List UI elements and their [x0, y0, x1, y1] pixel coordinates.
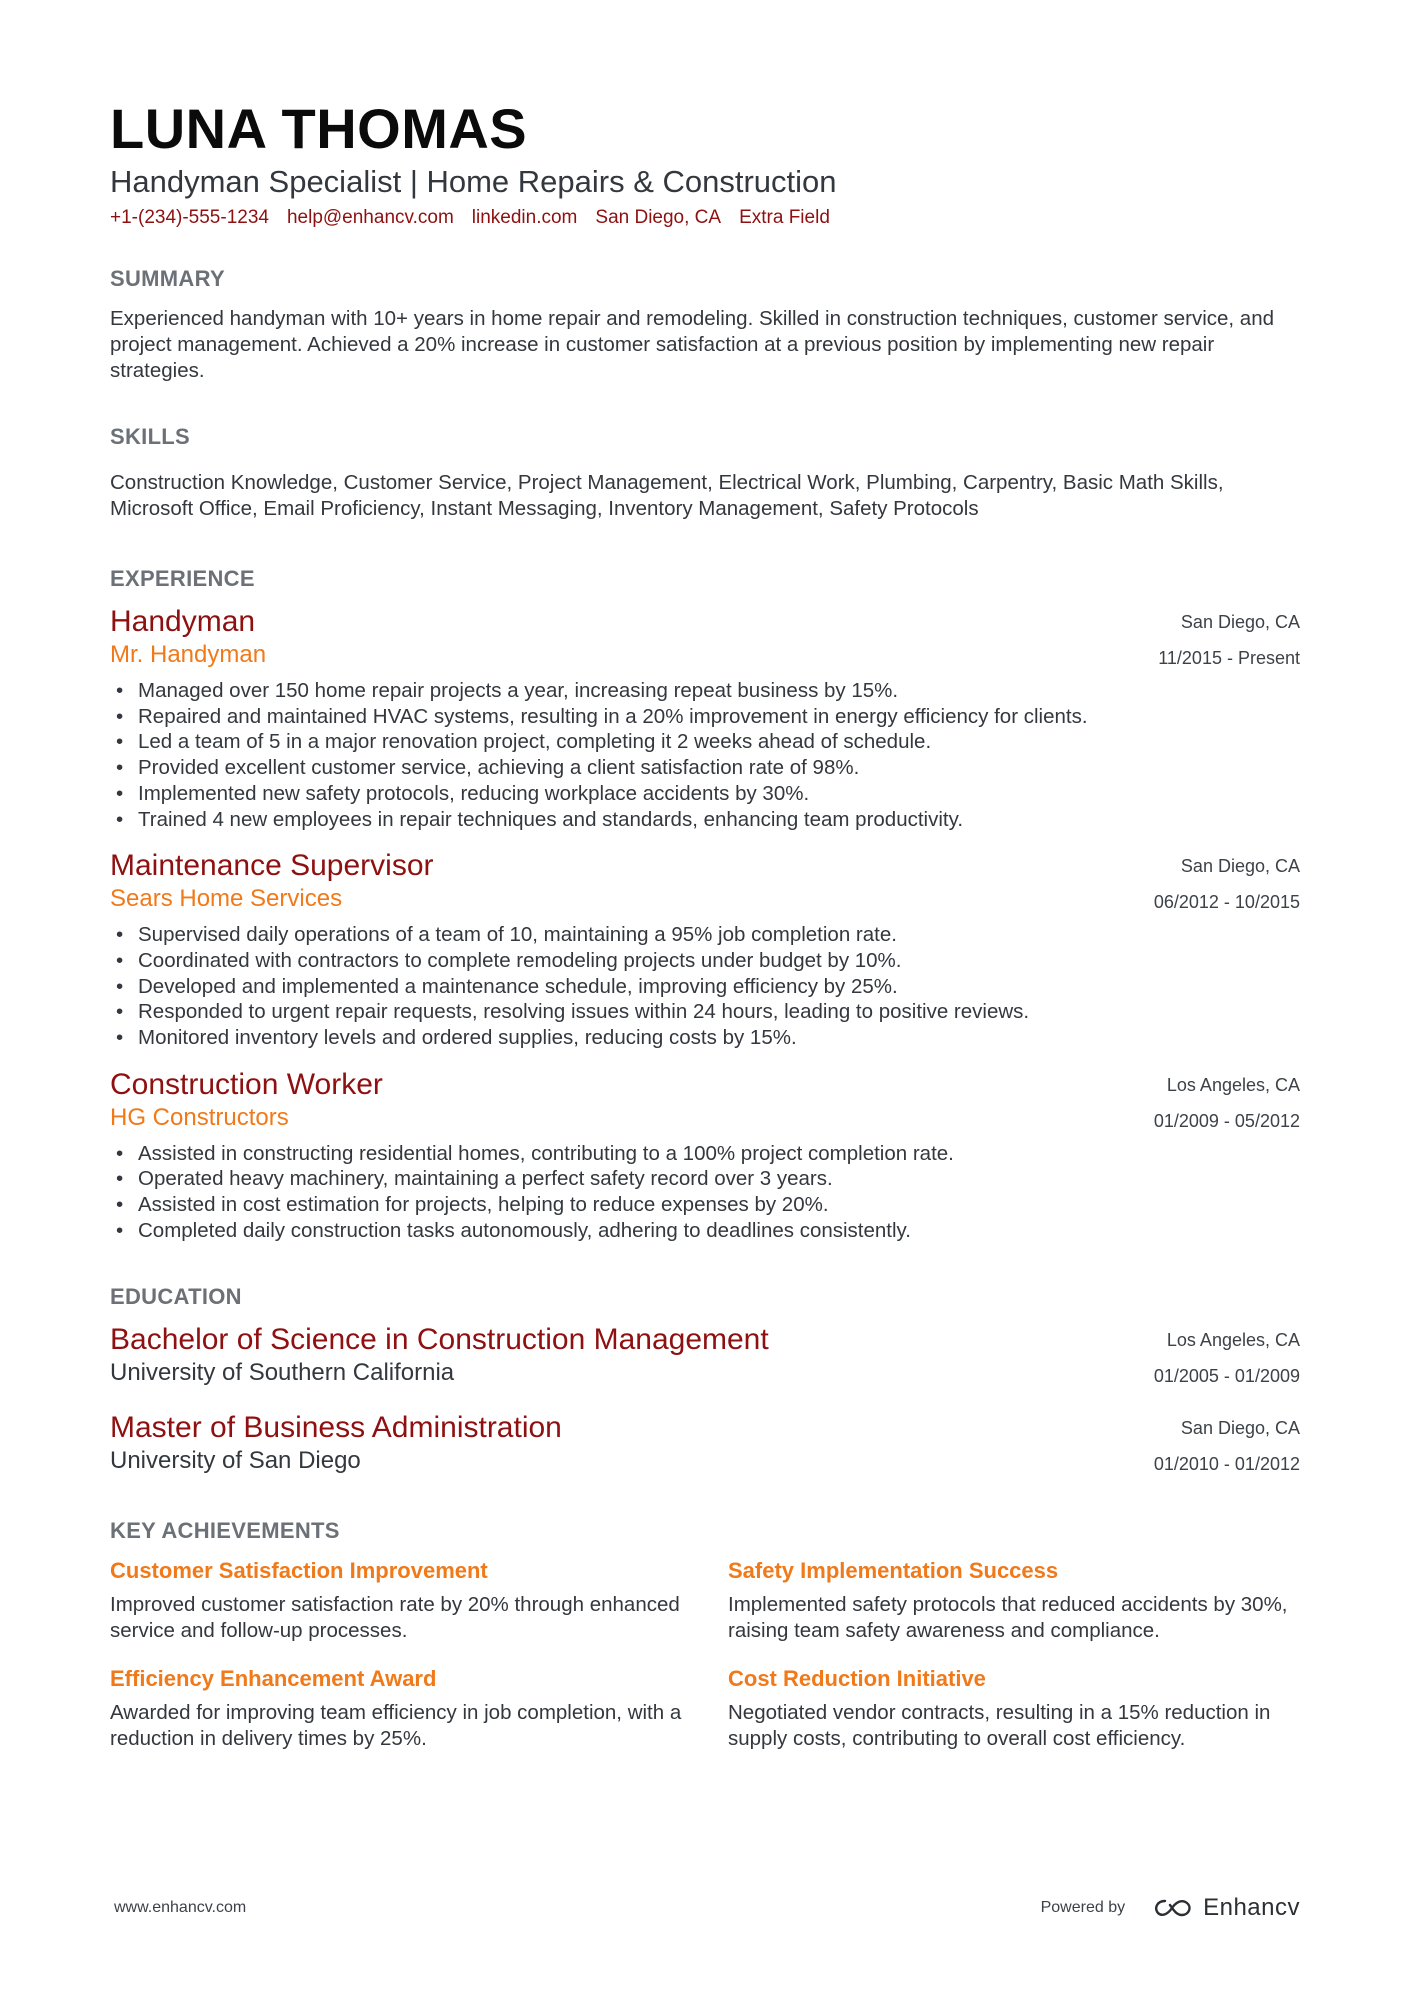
job-location: San Diego, CA [1180, 856, 1300, 877]
brand-name: Enhancv [1203, 1894, 1300, 1921]
experience-entry [110, 604, 1300, 832]
education-list [110, 1322, 1300, 1482]
bullet-item: • Led a team of 5 in a major renovation project, completing it 2 weeks ahead of schedule. [110, 729, 1300, 755]
company-name: HG Constructors [110, 1103, 289, 1131]
skills-section [110, 424, 1300, 522]
bullet-item: • Responded to urgent repair requests, resolving issues within 24 hours, leading to positive reviews. [110, 999, 1300, 1025]
powered-by [1041, 1894, 1300, 1922]
bullet-item: • Supervised daily operations of a team of 10, maintaining a 95% job completion rate. [110, 922, 1300, 948]
page-footer [114, 1894, 1300, 1922]
achievement-title: Efficiency Enhancement Award [110, 1665, 437, 1691]
experience-entry [110, 1067, 1300, 1244]
job-title: Handyman [110, 605, 256, 638]
job-bullets [110, 678, 1300, 832]
achievement-description: Negotiated vendor contracts, resulting in a 15% reduction in supply costs, contributing to overall cost efficiency. [728, 1700, 1271, 1750]
contact-phone[interactable]: +1-(234)-555-1234 [110, 207, 269, 228]
job-meta [1154, 848, 1300, 920]
education-location: San Diego, CA [1180, 1417, 1300, 1438]
enhancv-logo-icon [1151, 1896, 1195, 1920]
contact-email[interactable]: help@enhancv.com [286, 207, 454, 228]
bullet-item: • Managed over 150 home repair projects a year, increasing repeat business by 15%. [110, 678, 1300, 704]
job-title: Maintenance Supervisor [110, 849, 434, 883]
achievement-item [110, 1556, 728, 1644]
education-dates: 01/2005 - 01/2009 [1153, 1365, 1300, 1386]
skills-heading: SKILLS [110, 424, 191, 449]
education-section [110, 1284, 1300, 1482]
candidate-headline: Handyman Specialist | Home Repairs & Construction [110, 164, 837, 199]
contact-linkedin[interactable]: linkedin.com [471, 207, 578, 228]
contact-row [110, 206, 1300, 230]
summary-text: Experienced handyman with 10+ years in home repair and remodeling. Skilled in construction techniques, customer service, and project management. Achieved a 20% increase in customer satisfaction at a previous position by implementing new repair strategies. [110, 307, 1275, 382]
experience-section [110, 566, 1300, 1244]
education-dates: 01/2010 - 01/2012 [1153, 1453, 1300, 1474]
degree-title: Bachelor of Science in Construction Management [110, 1322, 769, 1356]
education-heading: EDUCATION [110, 1283, 242, 1309]
footer-website-link[interactable]: www.enhancv.com [114, 1899, 247, 1916]
achievement-description: Improved customer satisfaction rate by 20% through enhanced service and follow-up processes. [110, 1592, 680, 1642]
degree-title: Master of Business Administration [110, 1410, 562, 1444]
job-location: Los Angeles, CA [1166, 1074, 1300, 1095]
contact-location: San Diego, CA [595, 207, 722, 228]
bullet-item: • Repaired and maintained HVAC systems, resulting in a 20% improvement in energy efficiency for clients. [110, 704, 1300, 730]
education-entry-header [110, 1322, 1300, 1394]
achievement-description: Awarded for improving team efficiency in job completion, with a reduction in delivery times by 25%. [110, 1700, 682, 1750]
bullet-item: • Operated heavy machinery, maintaining a perfect safety record over 3 years. [110, 1166, 1300, 1192]
education-entry [110, 1410, 1300, 1482]
school-name: University of Southern California [110, 1358, 455, 1386]
bullet-item: • Coordinated with contractors to complete remodeling projects under budget by 10%. [110, 948, 1300, 974]
job-title: Construction Worker [110, 1067, 383, 1101]
education-entry [110, 1322, 1300, 1394]
achievement-title: Safety Implementation Success [728, 1557, 1059, 1583]
job-bullets [110, 1141, 1300, 1244]
bullet-item: • Trained 4 new employees in repair techniques and standards, enhancing team productivity. [110, 807, 1300, 833]
education-location: Los Angeles, CA [1166, 1329, 1300, 1350]
bullet-item: • Monitored inventory levels and ordered supplies, reducing costs by 15%. [110, 1025, 1300, 1051]
achievement-item [728, 1664, 1308, 1752]
achievement-item [110, 1664, 728, 1752]
experience-entry-header [110, 1067, 1300, 1139]
school-name: University of San Diego [110, 1446, 361, 1474]
bullet-item: • Developed and implemented a maintenance schedule, improving efficiency by 25%. [110, 974, 1300, 1000]
contact-extra-field: Extra Field [739, 207, 830, 228]
powered-by-label: Powered by [1040, 1899, 1126, 1916]
achievement-title: Customer Satisfaction Improvement [110, 1557, 488, 1583]
bullet-item: • Assisted in constructing residential homes, contributing to a 100% project completion rate. [110, 1141, 1300, 1167]
bullet-item: • Assisted in cost estimation for projects, helping to reduce expenses by 20%. [110, 1192, 1300, 1218]
experience-entry-header [110, 848, 1300, 920]
bullet-item: • Implemented new safety protocols, reducing workplace accidents by 30%. [110, 781, 1300, 807]
job-dates: 01/2009 - 05/2012 [1153, 1110, 1300, 1131]
achievements-section [110, 1518, 1300, 1752]
education-meta [1154, 1410, 1300, 1482]
job-dates: 06/2012 - 10/2015 [1153, 892, 1300, 913]
summary-section [110, 266, 1300, 384]
job-meta [1154, 1067, 1300, 1139]
candidate-name: LUNA THOMAS [110, 97, 528, 160]
bullet-item: • Provided excellent customer service, achieving a client satisfaction rate of 98%. [110, 755, 1300, 781]
summary-heading: SUMMARY [110, 266, 225, 291]
achievements-heading: KEY ACHIEVEMENTS [110, 1517, 340, 1543]
job-dates: 11/2015 - Present [1158, 648, 1300, 668]
experience-heading: EXPERIENCE [110, 566, 255, 591]
job-bullets [110, 922, 1300, 1051]
company-name: Mr. Handyman [110, 641, 267, 668]
achievement-title: Cost Reduction Initiative [728, 1665, 986, 1691]
achievement-item [728, 1556, 1308, 1644]
achievements-grid [110, 1556, 1300, 1752]
experience-list [110, 604, 1300, 1244]
company-name: Sears Home Services [110, 885, 343, 913]
job-meta [1158, 604, 1300, 676]
resume-header [110, 96, 1300, 230]
skills-text: Construction Knowledge, Customer Service, Project Management, Electrical Work, Plumbing, Carpentry, Basic Math Skills, Microsoft Office, Email Proficiency, Instant Messaging, Inventory Management, Safety Protocols [110, 471, 1224, 520]
education-entry-header [110, 1410, 1300, 1482]
bullet-item: • Completed daily construction tasks autonomously, adhering to deadlines consistently. [110, 1218, 1300, 1244]
brand-logo[interactable] [1151, 1894, 1300, 1922]
experience-entry [110, 848, 1300, 1051]
achievement-description: Implemented safety protocols that reduced accidents by 30%, raising team safety awareness and compliance. [728, 1592, 1288, 1642]
education-meta [1154, 1322, 1300, 1394]
experience-entry-header [110, 604, 1300, 676]
job-location: San Diego, CA [1180, 612, 1300, 632]
